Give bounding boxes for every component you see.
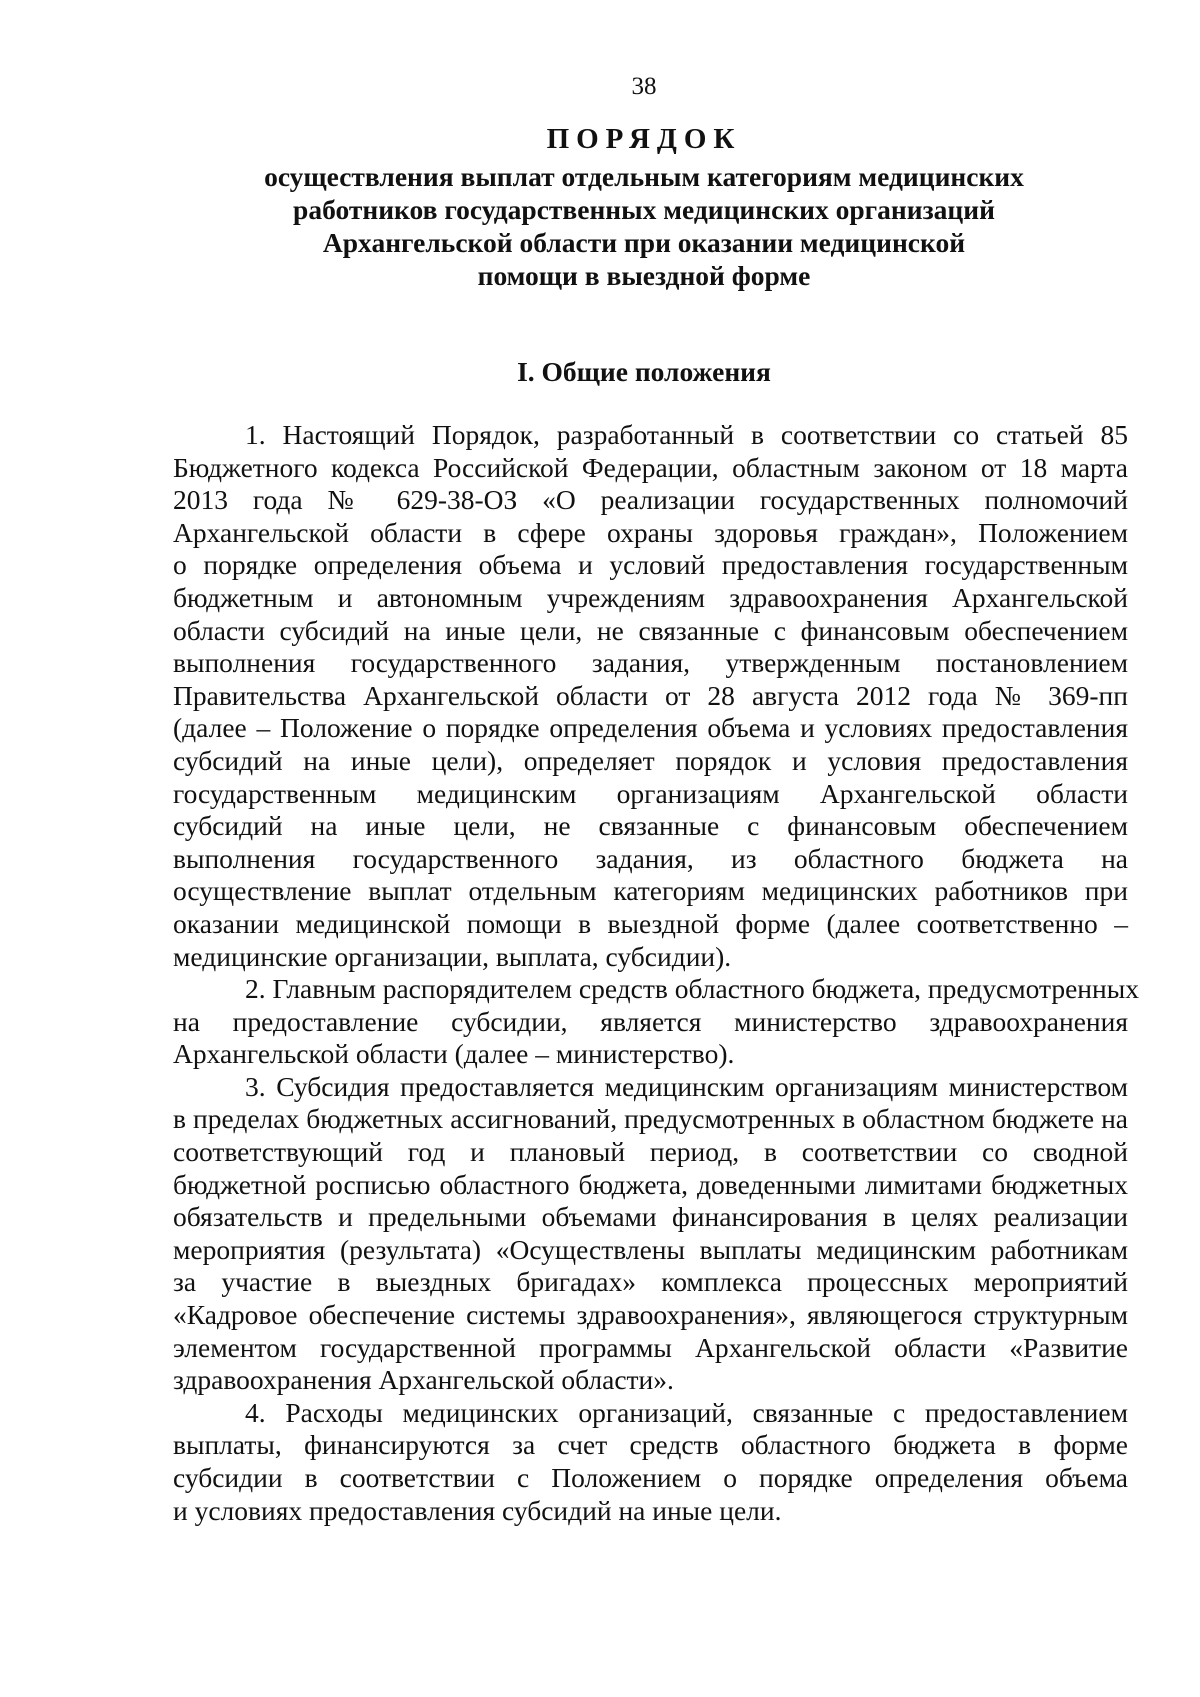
text-line: выплаты, финансируются за счет средств областного бюджета в форме xyxy=(173,1429,1128,1461)
body-text xyxy=(173,419,1139,1527)
text-line: 2. Главным распорядителем средств областного бюджета, предусмотренных xyxy=(245,973,1139,1005)
text-line: бюджетной росписью областного бюджета, доведенными лимитами бюджетных xyxy=(173,1168,1128,1200)
text-line: (далее – Положение о порядке определения объема и условиях предоставления xyxy=(173,712,1128,744)
section-heading: I. Общие положения xyxy=(517,356,771,387)
text-line: Архангельской области (далее – министерство). xyxy=(173,1038,735,1070)
subtitle-line: Архангельской области при оказании медицинской xyxy=(322,227,966,258)
text-line: бюджетным и автономным учреждениям здравоохранения Архангельской xyxy=(173,581,1128,613)
text-line: субсидии в соответствии с Положением о порядке определения объема xyxy=(173,1462,1128,1493)
text-line: и условиях предоставления субсидий на иные цели. xyxy=(173,1494,782,1526)
paragraph-1 xyxy=(173,419,1128,973)
text-line: «Кадровое обеспечение системы здравоохранения», являющегося структурным xyxy=(173,1299,1128,1331)
text-line: Бюджетного кодекса Российской Федерации, областным законом от 18 марта xyxy=(173,451,1128,483)
text-line: выполнения государственного задания, утвержденным постановлением xyxy=(173,647,1128,679)
text-line: 1. Настоящий Порядок, разработанный в соответствии со статьей 85 xyxy=(245,419,1128,450)
text-line: 3. Субсидия предоставляется медицинским организациям министерством xyxy=(245,1070,1128,1102)
text-line: Архангельской области в сфере охраны здоровья граждан», Положением xyxy=(173,516,1128,548)
subtitle-line: помощи в выездной форме xyxy=(477,260,811,291)
text-line: о порядке определения объема и условий предоставления государственным xyxy=(173,549,1128,581)
paragraph-4 xyxy=(173,1397,1128,1527)
text-line: в пределах бюджетных ассигнований, предусмотренных в областном бюджете на xyxy=(173,1103,1128,1135)
text-line: 2013 года № 629-38-ОЗ «О реализации государственных полномочий xyxy=(173,484,1128,516)
text-line: на предоставление субсидии, является министерство здравоохранения xyxy=(173,1005,1128,1037)
text-line: мероприятия (результата) «Осуществлены выплаты медицинским работникам xyxy=(173,1233,1128,1265)
text-line: государственным медицинским организациям Архангельской области xyxy=(173,777,1128,809)
page-number: 38 xyxy=(631,73,657,100)
text-line: осуществление выплат отдельным категориям медицинских работников при xyxy=(173,875,1128,907)
subtitle-line: осуществления выплат отдельным категориям медицинских xyxy=(264,161,1024,192)
text-line: области субсидий на иные цели, не связанные с финансовым обеспечением xyxy=(173,614,1128,646)
text-line: 4. Расходы медицинских организаций, связанные с предоставлением xyxy=(245,1396,1128,1428)
text-line: здравоохранения Архангельской области». xyxy=(173,1364,674,1396)
text-line: обязательств и предельными объемами финансирования в целях реализации xyxy=(173,1201,1128,1233)
text-line: медицинские организации, выплата, субсидии). xyxy=(173,940,732,972)
text-line: за участие в выездных бригадах» комплекса процессных мероприятий xyxy=(173,1266,1128,1298)
text-line: элементом государственной программы Архангельской области «Развитие xyxy=(173,1331,1128,1363)
text-line: субсидий на иные цели, не связанные с финансовым обеспечением xyxy=(173,810,1128,842)
document-title: ПОРЯДОК xyxy=(546,123,742,155)
paragraph-3 xyxy=(173,1071,1128,1397)
subtitle-line: работников государственных медицинских организаций xyxy=(293,194,995,225)
text-line: субсидий на иные цели), определяет порядок и условия предоставления xyxy=(173,744,1128,776)
text-line: Правительства Архангельской области от 28 августа 2012 года № 369-пп xyxy=(173,679,1128,711)
text-line: оказании медицинской помощи в выездной форме (далее соответственно – xyxy=(173,907,1128,939)
text-line: выполнения государственного задания, из областного бюджета на xyxy=(173,842,1128,874)
document-subtitle xyxy=(234,160,1054,292)
text-line: соответствующий год и плановый период, в соответствии со сводной xyxy=(173,1136,1128,1168)
paragraph-2 xyxy=(173,973,1139,1071)
